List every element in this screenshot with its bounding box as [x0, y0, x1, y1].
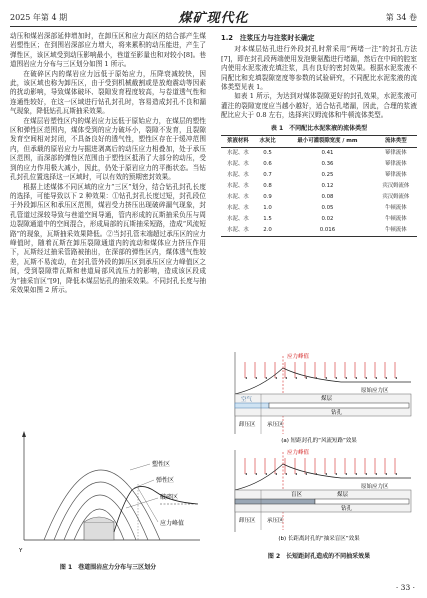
left-para-2: 在破碎区内的煤岩应力远低于原始应力，压降衰减较快，因此，该区域也称为卸压区，由于受到机械截割或是放炮震动等因素的扰动影响，导致煤体破坏、裂隙发育程度较高，与卷道透气性和连通性较好，在这一区域进行钻孔封孔时，容易造成封孔不良和漏气现象，降低钻孔瓦斯抽采效果。	[10, 69, 206, 116]
elastic-zone-label: 弹性区	[156, 477, 175, 484]
cell: 水泥、水	[227, 149, 249, 156]
cell: 0.6	[263, 160, 272, 167]
cell: 2.0	[263, 226, 272, 233]
cell: 水泥、水	[227, 226, 249, 233]
cell: 0.5	[263, 149, 272, 156]
2a-air-label: 空气	[241, 397, 253, 403]
left-column	[10, 32, 206, 295]
cell: 幂律流体	[385, 171, 407, 178]
table-row	[221, 159, 417, 170]
journal-title: 煤矿现代化	[178, 11, 249, 26]
2b-peak-label: 应力峰值	[287, 450, 310, 456]
table-row	[221, 192, 417, 203]
table-row	[221, 170, 417, 181]
volume-label: 第 34 卷	[385, 13, 417, 22]
cell: 水泥、水	[227, 160, 249, 167]
cell: 0.02	[321, 215, 334, 222]
cell: 水泥、水	[227, 182, 249, 189]
header-rule	[10, 26, 417, 27]
cell: 0.12	[321, 182, 334, 189]
fluid-type-table	[221, 135, 417, 237]
cell: 1.0	[263, 204, 272, 211]
cell: 1.5	[263, 215, 272, 222]
page-number: · 33 ·	[395, 583, 415, 592]
table-row	[221, 225, 417, 237]
2b-subcaption: (b) 长距离封孔的“抽采盲区”效果	[278, 536, 360, 542]
table-row	[221, 181, 417, 192]
figure-2-caption: 图 2 长短距封孔造成的不同抽采效果	[267, 553, 371, 560]
figure-1-caption: 图 1 巷道围岩应力分布与三区划分	[59, 564, 157, 571]
section-title: 1.2 注浆压力与注浆时长确定	[221, 34, 315, 42]
cell: 牛顿流体	[385, 215, 407, 222]
cell: 牛顿流体	[385, 226, 407, 233]
2a-original-label: 原始应力区	[361, 388, 389, 394]
2a-peak-label: 应力峰值	[287, 354, 310, 360]
figure-2a	[235, 352, 411, 444]
figure-2b	[235, 448, 411, 542]
2a-bearing-label: 承压区	[267, 422, 284, 428]
axis-label: Y	[19, 548, 23, 554]
2a-borehole-label: 钻孔	[331, 410, 343, 416]
cell: 宾汉姆流体	[382, 182, 410, 189]
cell: 0.016	[319, 226, 336, 233]
2b-blind-label: 盲区	[291, 492, 303, 498]
figure-1	[10, 428, 206, 558]
cell: 0.41	[321, 149, 334, 156]
cell: 水泥、水	[227, 204, 249, 211]
right-para-1: 对本煤层钻孔进行外段封孔时常采用“两堵一注”的封孔方法[7]，即在封孔段两端使用发泡聚氨酯进行堵漏，然后在中间的腔室内使用水泥浆液充填注浆，具有良好的密封效果。根据水泥浆液不同配比和充填裂隙宽度等参数的试验研究，不同配比水泥浆液的流体类型见表 1。	[221, 45, 417, 92]
table-header: 浆液材料	[227, 137, 249, 144]
page-header	[10, 6, 417, 24]
cell: 水泥、水	[227, 215, 249, 222]
cell: 0.36	[321, 160, 334, 167]
2b-seam-label: 煤层	[337, 492, 349, 498]
figure-2	[221, 348, 417, 546]
2b-relief-label: 卸压区	[239, 518, 256, 524]
table-row	[221, 214, 417, 225]
right-column	[221, 32, 417, 237]
cell: 0.8	[263, 182, 272, 189]
table-header: 流体类型	[385, 137, 407, 144]
left-para-4: 根据上述煤体不同区域的应力“三区”划分，结合钻孔封孔长度的选择，可能导致以下 2 种效果：①钻孔封孔长度过短，封孔段位于外段卸压区和承压区范围，煤岩受力挤压出现破碎漏气现象，封孔管道过深较导致与巷道空间导通，管内形成的瓦斯抽采负压与周边裂隙通道中的空间混合，形成局部的瓦斯抽采短路，造成“风流短路”的现象，瓦斯抽采效果降低。②当封孔管末端超过承压区的应力峰值时，随着瓦斯在卸压裂隙通道内的流动和煤体应力挤压作用下，瓦斯经过抽采管路被抽出，在深部的弹性区内，煤体透气性较差，瓦斯不易流动，在封孔管外段的卸压区到承压区应力峰值区之间，受到裂隙带瓦斯和巷道局部风流压力的影响，造成该区段成为“抽采盲区”[9]，降低本煤层钻孔的抽采效果。不同封孔长度与抽采效果如图 2 所示。	[10, 182, 206, 294]
cell: 0.7	[263, 171, 272, 178]
cell: 宾汉姆流体	[382, 193, 410, 200]
stress-peak-label: 应力峰值	[160, 520, 185, 527]
right-para-2: 如表 1 所示，为达到对煤体裂隙更好的封孔效果，水泥浆液可灌注的裂隙宽度应当越小越好，适合钻孔堵漏，因此，合理的浆液配比应大于 0.8 左右，选择宾汉姆流体和牛顿流体类型。	[221, 92, 417, 120]
cell: 幂律流体	[385, 160, 407, 167]
cell: 水泥、水	[227, 171, 249, 178]
table-header: 水灰比	[259, 137, 276, 144]
table-row	[221, 148, 417, 160]
cell: 0.25	[321, 171, 334, 178]
cell: 0.05	[321, 204, 334, 211]
2b-bearing-label: 承压区	[267, 518, 284, 524]
table-row	[221, 203, 417, 214]
2a-seam-label: 煤层	[321, 396, 333, 402]
left-para-1: 动压和煤岩深部延伸增加时，在卸压区和应力高区的结合部产生煤岩塑性区；在到围岩深部应力增大，将来累积的动压能进，产生了弹性区，该区域受到动压影响最小，巷道至影量也和对较小[8]。巷道围岩应力分布与三区划分如图 1 所示。	[10, 32, 206, 69]
cell: 0.08	[321, 193, 334, 200]
left-para-3: 在煤层岩塑性区内的煤岩应力远低于原始应力，在煤层的塑性区和弹性区范围内，煤体受到的应力破坏小，裂隙不发育，且裂隙发育空间相对封闭，不具备良好的透气性，塑性区存在于缓冲范围内，但承载的原岩应力与掘进剥离后的动压应力相叠加，处于承压区范围，而深部的弹性区范围由于塑性区抵消了大部分的动压，受到的应力作用极大减小，因此，仍处于原岩应力的平衡状态。当钻孔封孔位置选择这一区域时，可以有效的预期密封效果。	[10, 116, 206, 182]
cell: 水泥、水	[227, 193, 249, 200]
2b-borehole-label: 钻孔	[341, 506, 353, 512]
cell: 幂律流体	[385, 149, 407, 156]
2a-relief-label: 卸压区	[239, 422, 256, 428]
broken-zone-label: 破碎区	[160, 494, 179, 501]
table-caption: 表 1 不同配比水泥浆液的流体类型	[270, 124, 368, 132]
cell: 牛顿流体	[385, 204, 407, 211]
table-header: 最小可灌裂隙宽度 / mm	[297, 137, 358, 144]
cell: 0.9	[263, 193, 272, 200]
plastic-zone-label: 塑性区	[152, 461, 171, 468]
2b-original-label: 原始应力区	[361, 484, 389, 490]
2a-subcaption: (a) 短距封孔的“风流短路”效果	[281, 438, 357, 444]
issue-label: 2025 年第 4 期	[10, 13, 68, 22]
